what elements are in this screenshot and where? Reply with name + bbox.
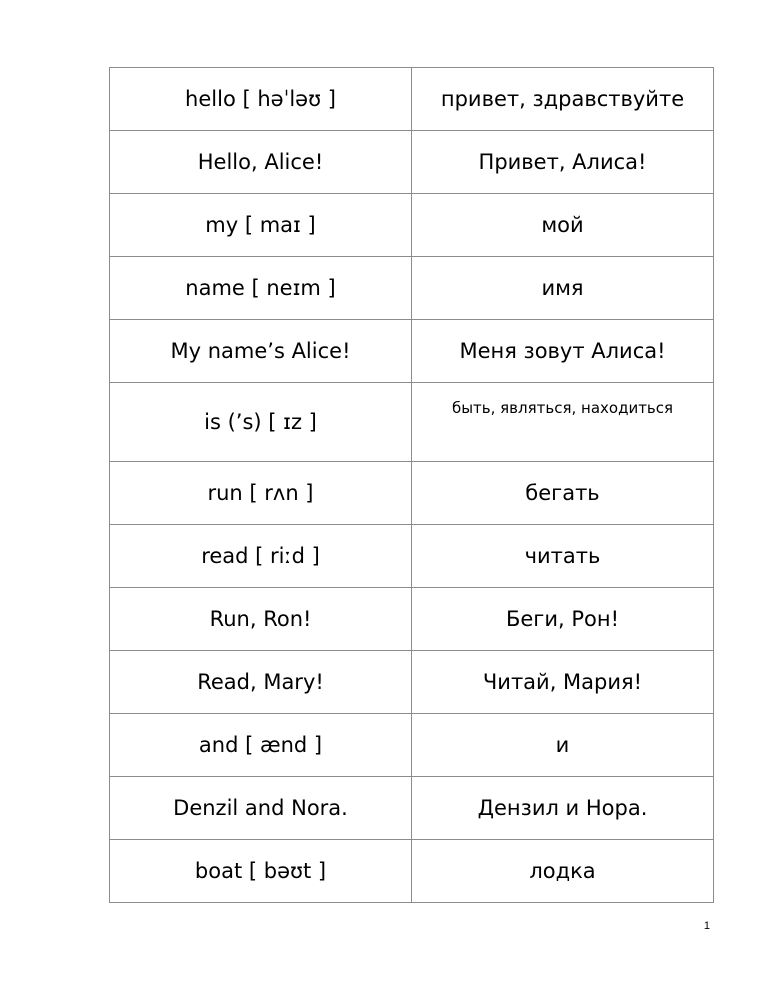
- table-row: [110, 588, 714, 651]
- table-row: [110, 68, 714, 131]
- english-cell: name [ neɪm ]: [110, 257, 412, 320]
- russian-cell: бегать: [412, 462, 714, 525]
- russian-cell: Дензил и Нора.: [412, 777, 714, 840]
- russian-cell: и: [412, 714, 714, 777]
- english-cell: Denzil and Nora.: [110, 777, 412, 840]
- russian-cell: Меня зовут Алиса!: [412, 320, 714, 383]
- table-row: [110, 714, 714, 777]
- english-cell: Hello, Alice!: [110, 131, 412, 194]
- vocabulary-table: [109, 67, 714, 903]
- russian-cell: мой: [412, 194, 714, 257]
- russian-cell: Беги, Рон!: [412, 588, 714, 651]
- russian-cell: быть, являться, находиться: [412, 383, 714, 462]
- table-row: [110, 840, 714, 903]
- english-cell: hello [ həˈləʊ ]: [110, 68, 412, 131]
- table-row: [110, 131, 714, 194]
- russian-cell: имя: [412, 257, 714, 320]
- table-row: [110, 194, 714, 257]
- english-cell: my [ maɪ ]: [110, 194, 412, 257]
- russian-cell: Привет, Алиса!: [412, 131, 714, 194]
- english-cell: My name’s Alice!: [110, 320, 412, 383]
- table-row: [110, 777, 714, 840]
- english-cell: read [ riːd ]: [110, 525, 412, 588]
- english-cell: Run, Ron!: [110, 588, 412, 651]
- english-cell: run [ rʌn ]: [110, 462, 412, 525]
- table-row: [110, 383, 714, 462]
- table-row: [110, 651, 714, 714]
- english-cell: is (’s) [ ɪz ]: [110, 383, 412, 462]
- russian-cell: привет, здравствуйте: [412, 68, 714, 131]
- table-row: [110, 320, 714, 383]
- english-cell: Read, Mary!: [110, 651, 412, 714]
- page-number: 1: [703, 920, 710, 932]
- russian-cell: читать: [412, 525, 714, 588]
- english-cell: and [ ænd ]: [110, 714, 412, 777]
- table-row: [110, 462, 714, 525]
- table-row: [110, 525, 714, 588]
- russian-cell: Читай, Мария!: [412, 651, 714, 714]
- table-row: [110, 257, 714, 320]
- english-cell: boat [ bəʊt ]: [110, 840, 412, 903]
- russian-cell: лодка: [412, 840, 714, 903]
